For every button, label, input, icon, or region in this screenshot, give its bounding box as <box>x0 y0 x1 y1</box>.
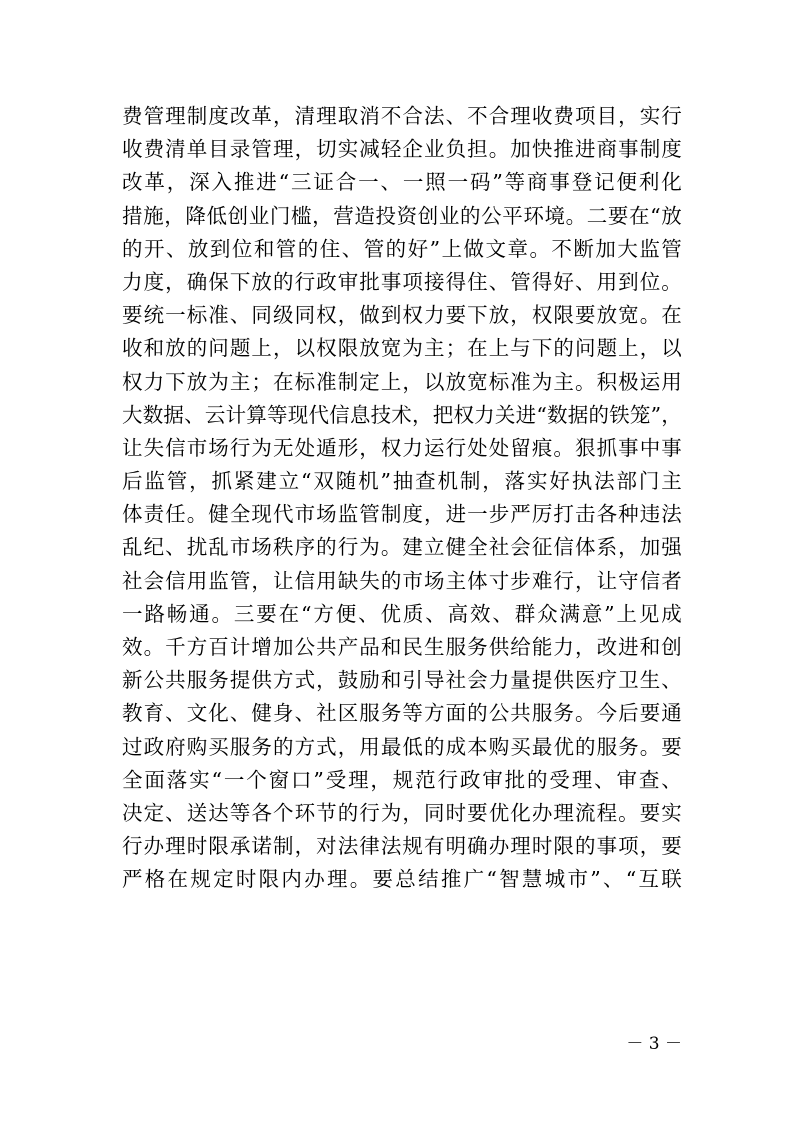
text-line: 收费清单目录管理，切实减轻企业负担。加快推进商事制度 <box>122 137 682 162</box>
text-line: 体责任。健全现代市场监管制度，进一步严厉打击各种违法 <box>122 502 682 527</box>
text-line: 的开、放到位和管的住、管的好”上做文章。不断加大监管 <box>122 236 682 261</box>
text-line: 措施，降低创业门槛，营造投资创业的公平环境。二要在“放 <box>122 203 682 228</box>
text-line: 乱纪、扰乱市场秩序的行为。建立健全社会征信体系，加强 <box>122 535 682 560</box>
text-line: 过政府购买服务的方式，用最低的成本购买最优的服务。要 <box>122 734 682 759</box>
text-line: 后监管，抓紧建立“双随机”抽查机制，落实好执法部门主 <box>122 469 682 494</box>
text-line: 决定、送达等各个环节的行为，同时要优化办理流程。要实 <box>122 800 682 825</box>
text-line: 改革，深入推进“三证合一、一照一码”等商事登记便利化 <box>122 170 682 195</box>
text-line: 社会信用监管，让信用缺失的市场主体寸步难行，让守信者 <box>122 568 682 593</box>
text-line: 一路畅通。三要在“方便、优质、高效、群众满意”上见成 <box>122 601 682 626</box>
page-number: － 3 － <box>626 1034 682 1054</box>
text-line: 严格在规定时限内办理。要总结推广“智慧城市”、“互联 <box>122 867 682 892</box>
text-line: 力度，确保下放的行政审批事项接得住、管得好、用到位。 <box>122 269 682 294</box>
text-line: 效。千方百计增加公共产品和民生服务供给能力，改进和创 <box>122 635 682 659</box>
text-line: 权力下放为主；在标准制定上，以放宽标准为主。积极运用 <box>122 369 682 394</box>
body-text <box>122 100 682 897</box>
text-line: 费管理制度改革，清理取消不合法、不合理收费项目，实行 <box>122 104 682 128</box>
text-line: 让失信市场行为无处遁形，权力运行处处留痕。狠抓事中事 <box>122 435 682 460</box>
text-line: 要统一标准、同级同权，做到权力要下放，权限要放宽。在 <box>122 303 682 328</box>
text-line: 收和放的问题上，以权限放宽为主；在上与下的问题上，以 <box>122 336 682 361</box>
text-line: 教育、文化、健身、社区服务等方面的公共服务。今后要通 <box>122 701 682 726</box>
text-line: 全面落实“一个窗口”受理，规范行政审批的受理、审查、 <box>122 767 682 792</box>
text-line: 新公共服务提供方式，鼓励和引导社会力量提供医疗卫生、 <box>122 668 682 693</box>
text-line: 行办理时限承诺制，对法律法规有明确办理时限的事项，要 <box>122 834 682 859</box>
text-line: 大数据、云计算等现代信息技术，把权力关进“数据的铁笼”， <box>122 402 682 427</box>
